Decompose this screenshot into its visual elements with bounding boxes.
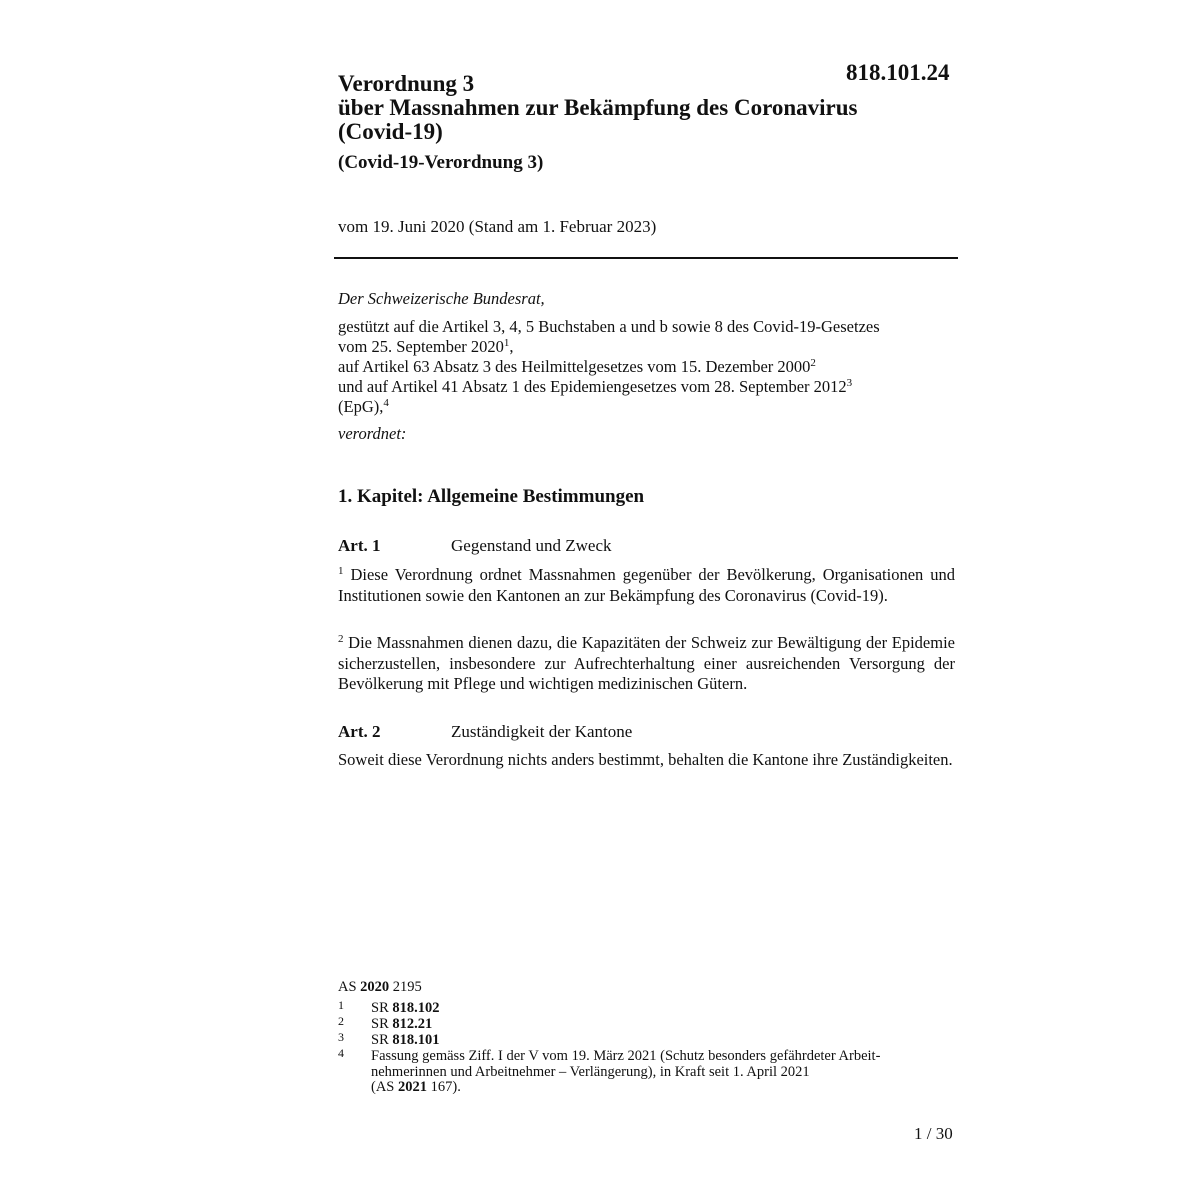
footnote-1-text: [371, 1001, 440, 1017]
paragraph-number: 1: [338, 565, 344, 577]
article-1-paragraph-2: [338, 633, 955, 695]
basis-line-5: [338, 397, 958, 417]
article-2-paragraph: Soweit diese Verordnung nichts anders bestimmt, behalten die Kantone ihre Zuständigkeiten.: [338, 750, 953, 769]
article-2-number: Art. 2: [338, 722, 381, 741]
footnote-4-as-year: 2021: [398, 1079, 427, 1095]
footnote-4-line-3: [371, 1080, 956, 1096]
footnote-4-as-page: 167).: [430, 1079, 461, 1095]
as-year: 2020: [360, 979, 390, 995]
paragraph-number: 2: [338, 633, 344, 645]
article-1-number: Art. 1: [338, 536, 381, 555]
article-1-paragraph-1: [338, 565, 955, 606]
footnote-ref-link[interactable]: 818.101: [392, 1032, 440, 1048]
footnote-prefix: SR: [371, 1000, 389, 1016]
footnote-1-number: 1: [338, 998, 344, 1012]
as-prefix: AS: [338, 979, 357, 995]
short-title: (Covid-19-Verordnung 3): [338, 152, 544, 173]
footnote-ref-3[interactable]: 3: [846, 377, 853, 389]
footnote-prefix: SR: [371, 1016, 389, 1032]
chapter-heading: 1. Kapitel: Allgemeine Bestimmungen: [338, 486, 645, 507]
basis-line-2-text: vom 25. September 2020: [338, 337, 504, 356]
title-line-3: (Covid-19): [338, 119, 443, 144]
basis-line-2: [338, 337, 958, 357]
title-line-2: über Massnahmen zur Bekämpfung des Coronavirus: [338, 95, 858, 120]
header-divider: [334, 257, 958, 259]
issuer: Der Schweizerische Bundesrat,: [338, 289, 545, 308]
basis-line-3: [338, 357, 958, 377]
footnote-4-line-1: Fassung gemäss Ziff. I der V vom 19. März 2021 (Schutz besonders gefährdeter Arbeit-: [371, 1048, 881, 1064]
footnote-3-text: [371, 1033, 440, 1049]
basis-line-4-text: und auf Artikel 41 Absatz 1 des Epidemiengesetzes vom 28. September 2012: [338, 377, 847, 396]
footnote-4-number: 4: [338, 1046, 344, 1060]
footnote-4-line-2: nehmerinnen und Arbeitnehmer – Verlängerung), in Kraft seit 1. April 2021: [371, 1063, 810, 1080]
as-page: 2195: [392, 979, 422, 995]
article-1-title: Gegenstand und Zweck: [451, 536, 612, 555]
footnote-prefix: SR: [371, 1032, 389, 1048]
footnote-4-text: [371, 1049, 956, 1096]
document-title: [338, 72, 958, 144]
footnote-4-as-prefix: (AS: [371, 1079, 395, 1095]
legal-basis: [338, 317, 958, 417]
footnote-ref-4[interactable]: 4: [383, 397, 389, 409]
article-2-title: Zuständigkeit der Kantone: [451, 722, 633, 741]
basis-line-4: [338, 377, 958, 397]
enacting-formula: verordnet:: [338, 424, 407, 443]
footnote-ref-link[interactable]: 818.102: [392, 1000, 440, 1016]
sr-number: 818.101.24: [846, 60, 950, 85]
footnote-3-number: 3: [338, 1030, 344, 1044]
basis-line-5-text: (EpG),: [338, 397, 384, 416]
basis-line-1: gestützt auf die Artikel 3, 4, 5 Buchstaben a und b sowie 8 des Covid-19-Gesetzes: [338, 317, 880, 336]
paragraph-text: Diese Verordnung ordnet Massnahmen gegenüber der Bevölkerung, Organisationen und Institutionen sowie den Kantonen an zur Bekämpfung des Coronavirus (Covid-19).: [338, 565, 955, 605]
basis-line-3-text: auf Artikel 63 Absatz 3 des Heilmittelgesetzes vom 15. Dezember 2000: [338, 357, 811, 376]
footnote-2-number: 2: [338, 1014, 344, 1028]
footnote-ref-1[interactable]: 1: [503, 337, 510, 349]
date-line: vom 19. Juni 2020 (Stand am 1. Februar 2023): [338, 217, 657, 236]
page-number: 1 / 30: [914, 1124, 953, 1143]
as-reference: [338, 979, 422, 996]
paragraph-text: Die Massnahmen dienen dazu, die Kapazitäten der Schweiz zur Bewältigung der Epidemie sicherzustellen, insbesondere zur Aufrechterhaltung einer ausreichenden Versorgung der Bevölkerung mit Pflege und wichtigen medizinischen Gütern.: [338, 633, 955, 693]
footnote-ref-2[interactable]: 2: [810, 357, 816, 369]
footnote-ref-link[interactable]: 812.21: [392, 1016, 433, 1032]
footnote-2-text: [371, 1017, 432, 1033]
basis-line-2-end: ,: [509, 337, 514, 356]
title-line-1: Verordnung 3: [338, 71, 475, 96]
